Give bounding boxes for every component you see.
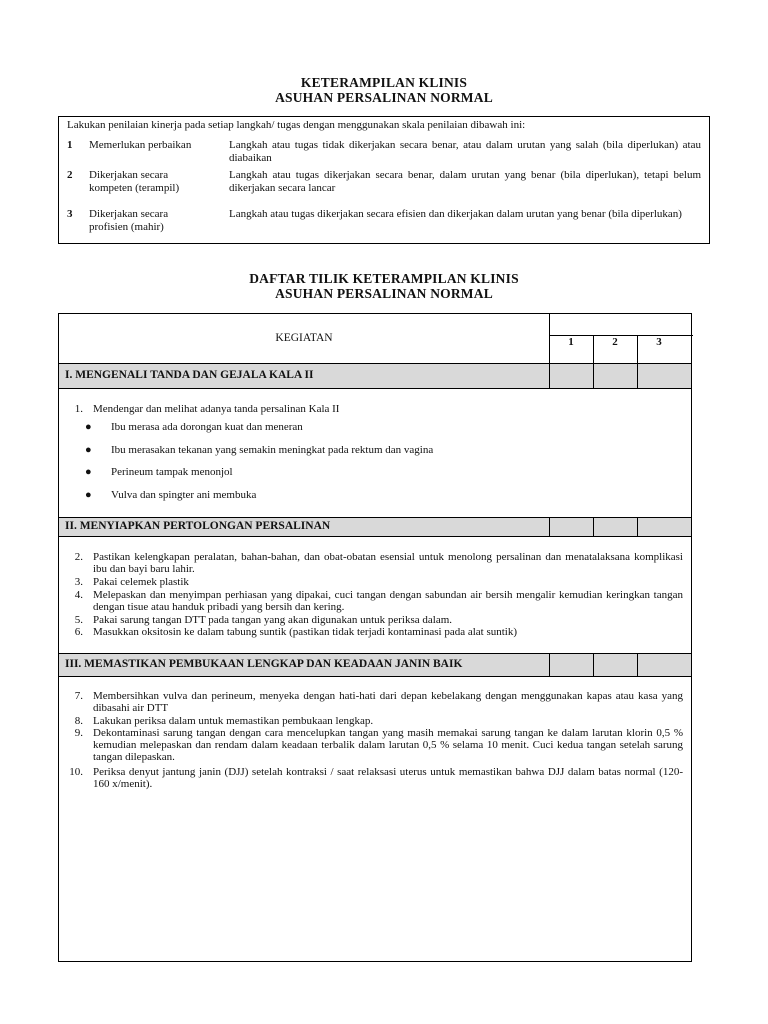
item-text: Masukkan oksitosin ke dalam tabung suntik (pastikan tidak terjadi kontaminasi pada alat suntik) <box>93 626 518 638</box>
item-number: 7. <box>74 690 83 702</box>
scale-number: 3 <box>67 208 73 220</box>
row-divider <box>59 653 691 654</box>
bullet-text: Vulva dan spingter ani membuka <box>111 489 257 501</box>
item-text: Mendengar dan melihat adanya tanda persalinan Kala II <box>93 403 340 415</box>
item-number: 4. <box>74 589 83 601</box>
item-text: Lakukan periksa dalam untuk memastikan pembukaan lengkap. <box>93 715 374 727</box>
score-col-1: 1 <box>568 336 574 348</box>
row-divider <box>59 388 691 389</box>
list-item <box>67 551 683 575</box>
scale-intro: Lakukan penilaian kinerja pada setiap langkah/ tugas dengan menggunakan skala penilaian dibawah ini: <box>67 119 526 131</box>
column-divider <box>637 363 638 388</box>
list-item <box>67 403 683 415</box>
list-item <box>67 715 683 727</box>
scale-label: Dikerjakan secara profisien (mahir) <box>89 208 169 233</box>
checklist-title-line1: DAFTAR TILIK KETERAMPILAN KLINIS <box>249 271 519 286</box>
checklist-table <box>58 313 692 962</box>
item-number: 9. <box>74 727 83 739</box>
section-title-2: II. MENYIAPKAN PERTOLONGAN PERSALINAN <box>65 520 331 532</box>
checklist-title-line2: ASUHAN PERSALINAN NORMAL <box>275 286 493 301</box>
column-divider <box>549 653 550 676</box>
list-item <box>67 690 683 714</box>
item-number: 2. <box>74 551 83 563</box>
row-divider <box>59 363 691 364</box>
item-text: Pakai sarung tangan DTT pada tangan yang akan digunakan untuk periksa dalam. <box>93 614 453 626</box>
column-divider <box>593 517 594 536</box>
item-number: 1. <box>74 403 83 415</box>
item-text: Pastikan kelengkapan peralatan, bahan-bahan, dan obat-obatan esensial untuk menolong persalinan dan menatalaksana komplikasi ibu dan bayi baru lahir. <box>93 551 683 575</box>
scale-description: Langkah atau tugas dikerjakan secara efisien dan dikerjakan dalam urutan yang benar (bila diperlukan) <box>229 208 682 220</box>
item-text: Melepaskan dan menyimpan perhiasan yang dipakai, cuci tangan dengan sabundan air bersih mengalir kemudian keringkan tangan dengan tisue atau handuk pribadi yang bersih dan kering. <box>93 589 683 613</box>
list-item <box>67 589 683 613</box>
section-title-1: I. MENGENALI TANDA DAN GEJALA KALA II <box>65 369 314 381</box>
item-number: 6. <box>74 626 83 638</box>
list-item <box>67 727 683 763</box>
scale-description: Langkah atau tugas dikerjakan secara benar, dalam urutan yang benar (bila diperlukan), tetapi belum dikerjakan secara lancar <box>229 169 701 194</box>
scale-number: 2 <box>67 169 73 181</box>
list-item <box>67 614 683 626</box>
item-text: Periksa denyut jantung janin (DJJ) setelah kontraksi / saat relaksasi uterus untuk memastikan bahwa DJJ dalam batas normal (120-160 x/menit). <box>93 766 683 790</box>
item-text: Membersihkan vulva dan perineum, menyeka dengan hati-hati dari depan kebelakang dengan menggunakan kapas atau kasa yang dibasahi air DTT <box>93 690 683 714</box>
bullet-dot: ● <box>85 489 92 501</box>
scale-label: Memerlukan perbaikan <box>89 139 192 151</box>
item-text: Pakai celemek plastik <box>93 576 189 588</box>
bullet-text: Ibu merasakan tekanan yang semakin meningkat pada rektum dan vagina <box>111 444 434 456</box>
column-divider <box>593 653 594 676</box>
item-text: Dekontaminasi sarung tangan dengan cara mencelupkan tangan yang masih memakai sarung tangan ke dalam larutan klorin 0,5 % kemudian melepaskan dan rendam dalam keadaan terbalik dalam larutan 0,5 % selama 10 menit. Cuci kedua tangan setelah sarung tangan dilepaskan. <box>93 727 683 763</box>
rating-scale-box <box>58 116 710 244</box>
item-number: 8. <box>74 715 83 727</box>
list-item <box>67 626 683 638</box>
bullet-dot: ● <box>85 444 92 456</box>
item-number: 10. <box>69 766 83 778</box>
column-divider <box>549 517 550 536</box>
bullet-text: Perineum tampak menonjol <box>111 466 233 478</box>
scale-label: Dikerjakan secara kompeten (terampil) <box>89 169 180 194</box>
item-number: 5. <box>74 614 83 626</box>
column-divider <box>593 363 594 388</box>
section-title-3: III. MEMASTIKAN PEMBUKAAN LENGKAP DAN KEADAAN JANIN BAIK <box>65 658 463 670</box>
bullet-dot: ● <box>85 466 92 478</box>
bullet-dot: ● <box>85 421 92 433</box>
checklist-title <box>0 271 768 301</box>
row-divider <box>59 517 691 518</box>
column-divider <box>637 653 638 676</box>
item-number: 3. <box>74 576 83 588</box>
row-divider <box>59 536 691 537</box>
bullet-text: Ibu merasa ada dorongan kuat dan meneran <box>111 421 303 433</box>
row-divider <box>59 676 691 677</box>
main-title-line1: KETERAMPILAN KLINIS <box>300 75 468 90</box>
list-item <box>67 766 683 790</box>
kegiatan-header: KEGIATAN <box>275 332 333 344</box>
column-divider <box>549 363 550 388</box>
score-col-2: 2 <box>612 336 618 348</box>
main-title-line2: ASUHAN PERSALINAN NORMAL <box>275 90 493 105</box>
column-divider <box>637 517 638 536</box>
score-col-3: 3 <box>656 336 662 348</box>
scale-number: 1 <box>67 139 73 151</box>
list-item <box>67 576 683 588</box>
scale-description: Langkah atau tugas tidak dikerjakan secara benar, atau dalam urutan yang salah (bila diperlukan) atau diabaikan <box>229 139 701 164</box>
main-title <box>0 75 768 105</box>
